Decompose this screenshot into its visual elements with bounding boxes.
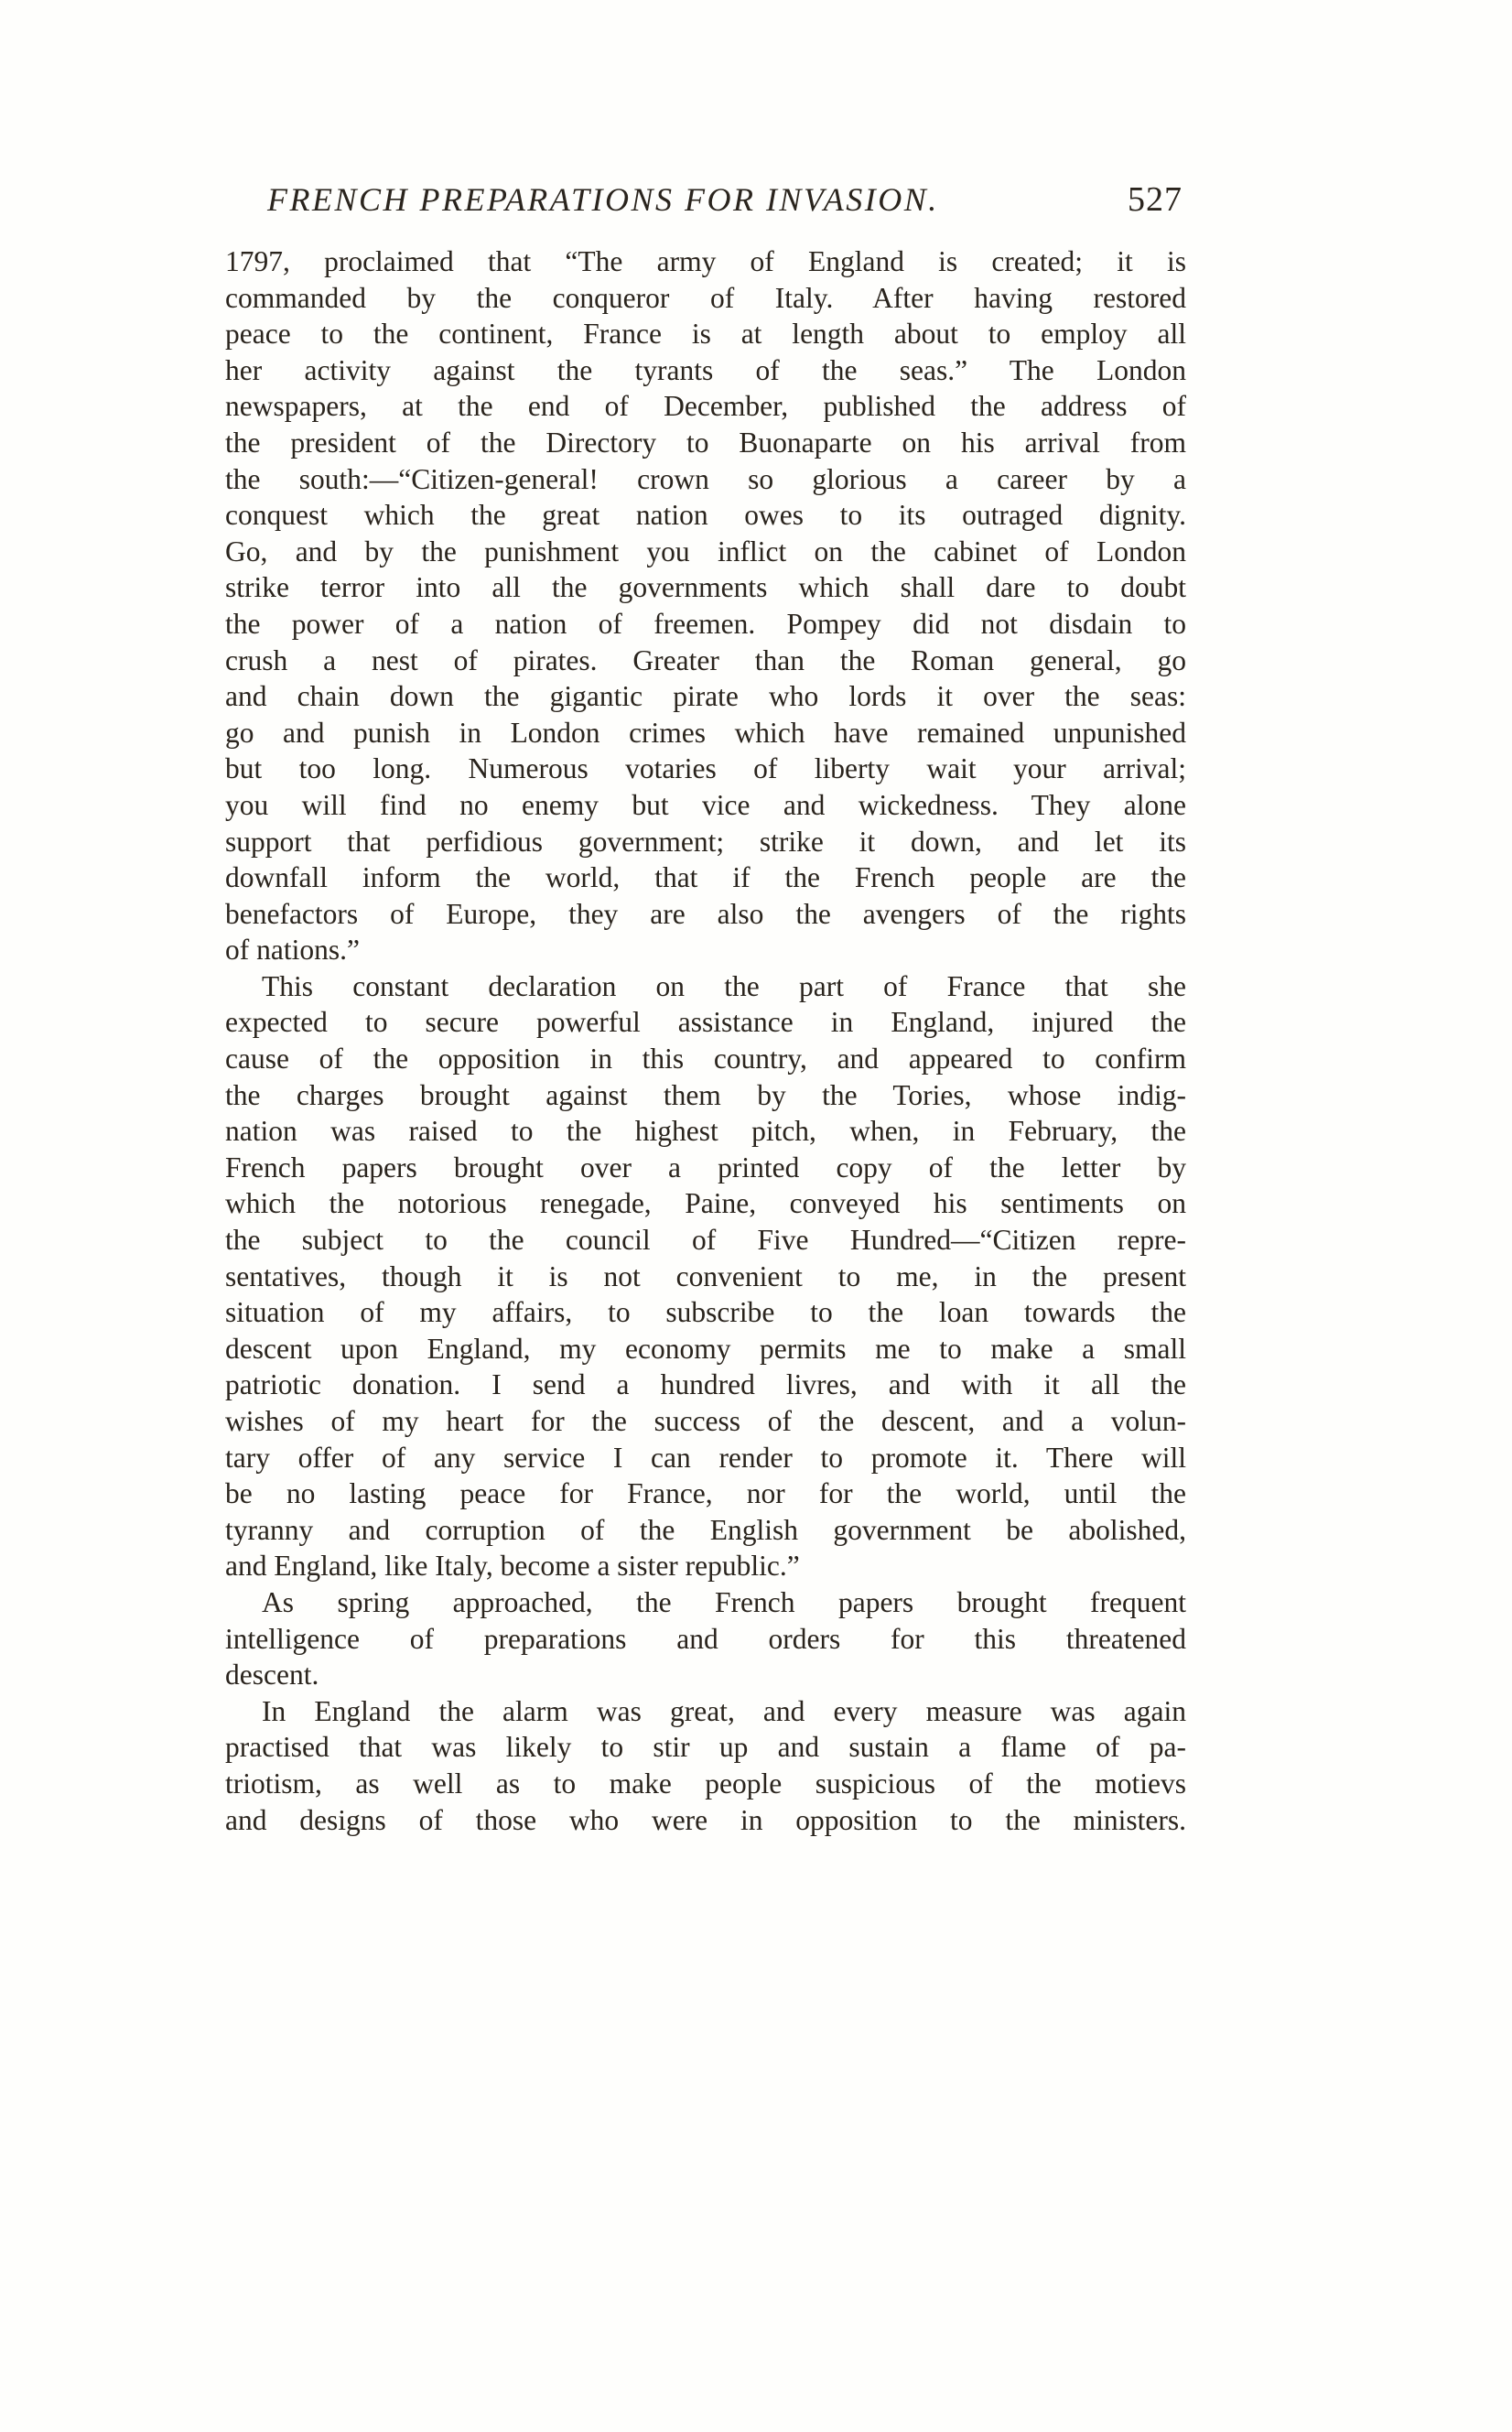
text-line: 1797, proclaimed that “The army of England is created; it is (225, 245, 1186, 277)
text-line: the subject to the council of Five Hundred—“Citizen repre- (225, 1224, 1186, 1257)
text-line: be no lasting peace for France, nor for the world, until the (225, 1477, 1186, 1510)
text-line: commanded by the conqueror of Italy. After having restored (225, 281, 1186, 314)
text-line: benefactors of Europe, they are also the avengers of the rights (225, 897, 1186, 930)
text-line: and England, like Italy, become a sister republic.” (225, 1550, 800, 1583)
text-line: descent upon England, my economy permits me to make a small (225, 1332, 1186, 1365)
paragraph-3 (225, 1584, 1186, 1693)
text-line: you will find no enemy but vice and wickedness. They alone (225, 788, 1186, 821)
text-line: the charges brought against them by the Tories, whose indig- (225, 1078, 1186, 1111)
text-line: conquest which the great nation owes to its outraged dignity. (225, 499, 1186, 532)
text-line: intelligence of preparations and orders for this threatened (225, 1622, 1186, 1655)
text-line: nation was raised to the highest pitch, when, in February, the (225, 1115, 1186, 1148)
text-line: French papers brought over a printed copy of the letter by (225, 1151, 1186, 1184)
text-line: practised that was likely to stir up and sustain a flame of pa- (225, 1731, 1186, 1764)
text-line: strike terror into all the governments which shall dare to doubt (225, 571, 1186, 604)
text-line: cause of the opposition in this country, and appeared to confirm (225, 1043, 1186, 1075)
text-line: and designs of those who were in opposition to the ministers. (225, 1803, 1186, 1836)
text-line: wishes of my heart for the success of the descent, and a volun- (225, 1405, 1186, 1437)
text-line: support that perfidious government; strike it down, and let its (225, 825, 1186, 858)
text-line: the president of the Directory to Buonaparte on his arrival from (225, 426, 1186, 459)
text-line: which the notorious renegade, Paine, conveyed his sentiments on (225, 1187, 1186, 1220)
text-line: newspapers, at the end of December, published the address of (225, 390, 1186, 423)
text-line: go and punish in London crimes which have remained unpunished (225, 716, 1186, 749)
text-line: situation of my affairs, to subscribe to the loan towards the (225, 1296, 1186, 1329)
text-line: This constant declaration on the part of France that she (262, 969, 1186, 1002)
text-line: descent. (225, 1659, 319, 1692)
header-title: FRENCH PREPARATIONS FOR INVASION. (267, 181, 939, 218)
text-line: tary offer of any service I can render to promote it. There will (225, 1441, 1186, 1474)
text-line: patriotic donation. I send a hundred livres, and with it all the (225, 1368, 1186, 1401)
text-line: expected to secure powerful assistance in England, injured the (225, 1006, 1186, 1039)
text-line: peace to the continent, France is at length about to employ all (225, 318, 1186, 351)
text-line: the power of a nation of freemen. Pompey did not disdain to (225, 607, 1186, 640)
text-line: downfall inform the world, that if the French people are the (225, 861, 1186, 894)
text-line: and chain down the gigantic pirate who lords it over the seas: (225, 680, 1186, 713)
text-line: tyranny and corruption of the English government be abolished, (225, 1513, 1186, 1546)
running-header (267, 179, 1183, 227)
paragraph-2 (225, 968, 1186, 1584)
paragraph-1 (225, 243, 1186, 968)
text-line: of nations.” (225, 934, 360, 967)
body-text (225, 243, 1186, 1838)
text-line: triotism, as well as to make people suspicious of the motievs (225, 1767, 1186, 1800)
text-line: crush a nest of pirates. Greater than the Roman general, go (225, 643, 1186, 676)
text-line: the south:—“Citizen-general! crown so glorious a career by a (225, 462, 1186, 495)
text-line: sentatives, though it is not convenient to me, in the present (225, 1259, 1186, 1292)
text-line: In England the alarm was great, and every measure was again (262, 1694, 1186, 1727)
paragraph-4 (225, 1693, 1186, 1838)
text-line: her activity against the tyrants of the seas.” The London (225, 353, 1186, 386)
text-line: As spring approached, the French papers brought frequent (262, 1585, 1186, 1618)
page-number: 527 (1128, 180, 1183, 219)
text-line: but too long. Numerous votaries of liberty wait your arrival; (225, 752, 1186, 785)
text-line: Go, and by the punishment you inflict on the cabinet of London (225, 535, 1186, 567)
